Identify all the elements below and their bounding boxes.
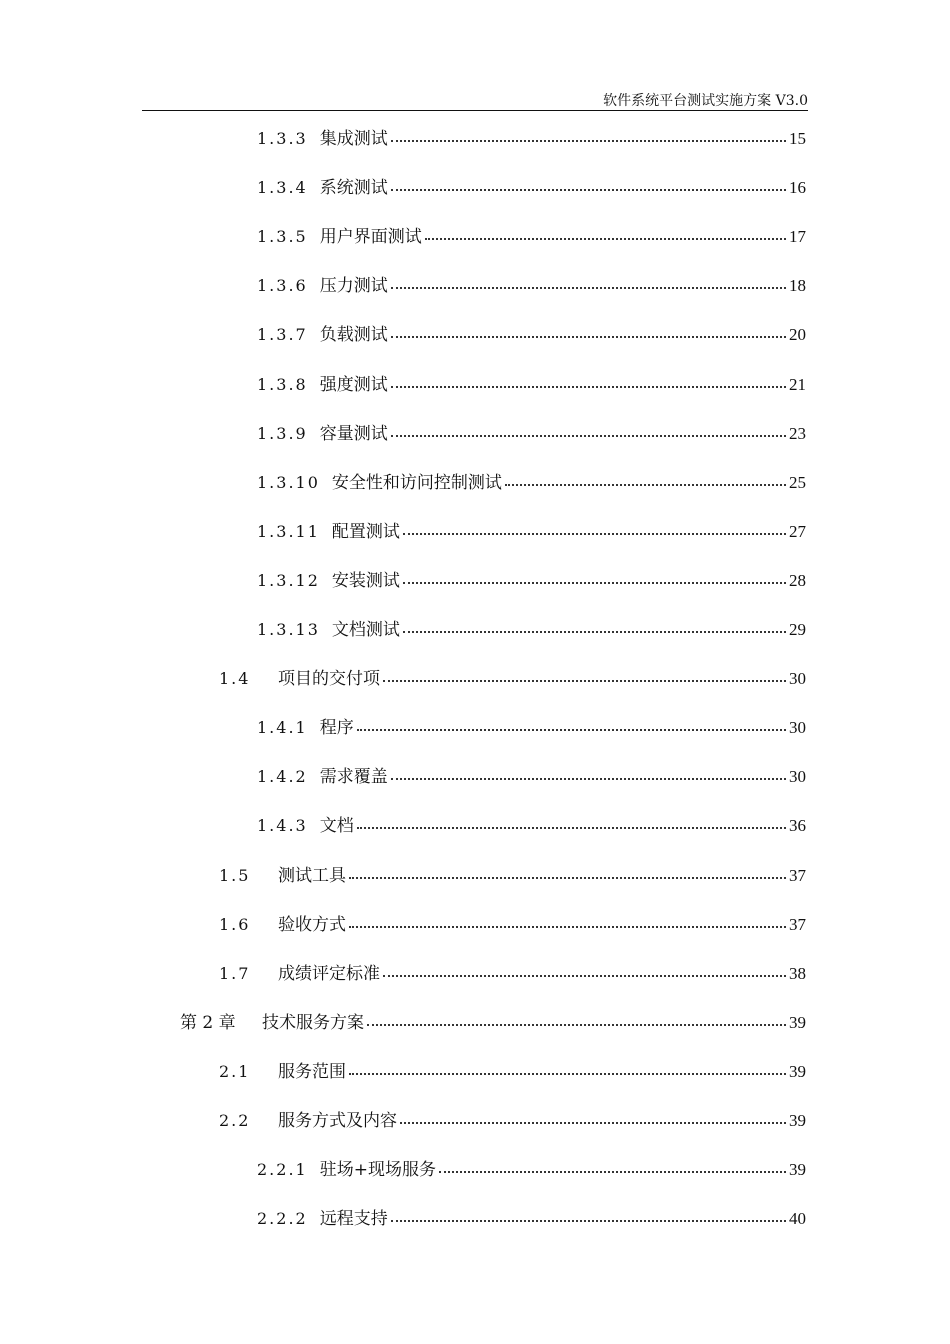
toc-entry-title: 用户界面测试 bbox=[319, 227, 422, 248]
toc-entry-title: 安全性和访问控制测试 bbox=[331, 472, 502, 493]
toc-entry-page: 39 bbox=[789, 1012, 806, 1032]
toc-entry-number: 1.4 bbox=[219, 669, 251, 689]
toc-leader-dots bbox=[357, 719, 786, 731]
toc-entry-title: 测试工具 bbox=[278, 865, 346, 886]
toc-entry-page: 30 bbox=[789, 718, 806, 738]
toc-leader-dots bbox=[425, 228, 786, 240]
toc-entry-title: 程序 bbox=[319, 718, 354, 739]
toc-entry[interactable] bbox=[219, 1106, 806, 1130]
toc-entry[interactable] bbox=[257, 124, 806, 148]
toc-entry-number: 1.3.7 bbox=[257, 325, 308, 345]
toc-leader-dots bbox=[391, 326, 786, 338]
toc-leader-dots bbox=[383, 965, 786, 977]
toc-entry-number: 1.4.3 bbox=[257, 816, 308, 836]
toc-entry-page: 18 bbox=[789, 276, 806, 296]
toc-entry-page: 37 bbox=[789, 914, 806, 934]
toc-entry[interactable] bbox=[219, 959, 806, 983]
toc-entry-number: 1.4.1 bbox=[257, 718, 308, 738]
toc-entry-title: 技术服务方案 bbox=[262, 1012, 364, 1033]
toc-leader-dots bbox=[403, 572, 786, 584]
toc-entry-title: 需求覆盖 bbox=[319, 767, 388, 788]
toc-entry[interactable] bbox=[257, 615, 806, 639]
toc-entry-page: 21 bbox=[789, 374, 806, 394]
toc-entry[interactable] bbox=[257, 222, 806, 246]
toc-entry-title: 验收方式 bbox=[278, 914, 346, 935]
toc-entry-title: 配置测试 bbox=[331, 521, 400, 542]
toc-leader-dots bbox=[357, 817, 786, 829]
toc-entry-number: 1.5 bbox=[219, 865, 251, 885]
toc-entry-number: 1.3.10 bbox=[257, 472, 320, 492]
header-title: 软件系统平台测试实施方案 V3.0 bbox=[603, 93, 808, 109]
toc-leader-dots bbox=[391, 1210, 786, 1222]
toc-leader-dots bbox=[391, 376, 786, 388]
toc-leader-dots bbox=[439, 1161, 786, 1173]
toc-entry-page: 30 bbox=[789, 767, 806, 787]
toc-entry[interactable] bbox=[257, 1155, 806, 1179]
toc-entry-number: 1.7 bbox=[219, 963, 251, 983]
toc-entry[interactable] bbox=[219, 861, 806, 885]
toc-entry-number: 2.2.1 bbox=[257, 1160, 308, 1180]
toc-leader-dots bbox=[391, 425, 786, 437]
toc-entry[interactable] bbox=[257, 173, 806, 197]
toc-entry-title: 服务范围 bbox=[278, 1061, 346, 1082]
toc-entry-page: 27 bbox=[789, 521, 806, 541]
toc-entry-page: 29 bbox=[789, 620, 806, 639]
toc-entry-number: 1.3.3 bbox=[257, 129, 308, 148]
toc-entry-number: 1.3.11 bbox=[257, 521, 320, 541]
toc-entry[interactable] bbox=[257, 271, 806, 295]
toc-leader-dots bbox=[391, 179, 786, 191]
toc-entry-title: 驻场+现场服务 bbox=[319, 1160, 436, 1181]
toc-leader-dots bbox=[391, 130, 786, 142]
toc-entry-title: 负载测试 bbox=[319, 325, 388, 346]
toc-leader-dots bbox=[505, 474, 786, 486]
toc-leader-dots bbox=[349, 916, 786, 928]
toc-leader-dots bbox=[391, 277, 786, 289]
toc-entry[interactable] bbox=[257, 419, 806, 443]
toc-entry-number: 2.1 bbox=[219, 1061, 251, 1081]
toc-entry-title: 文档 bbox=[319, 816, 354, 837]
toc-entry-title: 项目的交付项 bbox=[278, 669, 380, 690]
toc-leader-dots bbox=[367, 1014, 786, 1026]
toc-entry-title: 服务方式及内容 bbox=[278, 1111, 397, 1131]
toc-entry-number: 1.3.5 bbox=[257, 227, 308, 247]
toc-entry-page: 36 bbox=[789, 816, 806, 836]
toc-entry-page: 28 bbox=[789, 570, 806, 590]
toc-entry-number: 1.3.13 bbox=[257, 620, 320, 639]
toc-entry-page: 20 bbox=[789, 325, 806, 345]
toc-entry-page: 25 bbox=[789, 472, 806, 492]
toc-leader-dots bbox=[400, 1112, 786, 1124]
toc-entry-title: 强度测试 bbox=[319, 374, 388, 395]
toc-entry[interactable] bbox=[219, 664, 806, 688]
toc-entry-number: 2.2.2 bbox=[257, 1209, 308, 1229]
toc-entry-page: 39 bbox=[789, 1111, 806, 1130]
toc-entry-page: 30 bbox=[789, 669, 806, 689]
toc-entry-page: 38 bbox=[789, 963, 806, 983]
toc-entry[interactable] bbox=[219, 1057, 806, 1081]
toc-entry-number: 1.4.2 bbox=[257, 767, 308, 787]
toc-entry[interactable] bbox=[257, 370, 806, 394]
toc-entry[interactable] bbox=[257, 713, 806, 737]
toc-entry-page: 39 bbox=[789, 1061, 806, 1081]
toc-leader-dots bbox=[349, 1063, 786, 1075]
toc-entry-page: 40 bbox=[789, 1209, 806, 1229]
toc-leader-dots bbox=[349, 867, 786, 879]
toc-leader-dots bbox=[383, 670, 786, 682]
toc-entry-number: 2.2 bbox=[219, 1111, 251, 1130]
toc-entry[interactable] bbox=[257, 320, 806, 344]
toc-entry[interactable] bbox=[219, 910, 806, 934]
toc-entry-number: 第 2 章 bbox=[180, 1012, 236, 1033]
toc-entry-title: 远程支持 bbox=[319, 1209, 388, 1230]
toc-entry[interactable] bbox=[257, 811, 806, 835]
toc-entry-page: 15 bbox=[789, 129, 806, 148]
toc-entry-page: 23 bbox=[789, 423, 806, 443]
toc-entry-title: 文档测试 bbox=[331, 620, 400, 640]
toc-entry[interactable] bbox=[257, 517, 806, 541]
toc-entry-number: 1.3.9 bbox=[257, 423, 308, 443]
toc-entry[interactable] bbox=[257, 762, 806, 786]
toc-leader-dots bbox=[391, 768, 786, 780]
toc-entry-title: 成绩评定标准 bbox=[278, 963, 380, 984]
toc-entry[interactable] bbox=[257, 468, 806, 492]
toc-entry-title: 集成测试 bbox=[319, 129, 388, 149]
toc-entry[interactable] bbox=[257, 1204, 806, 1228]
toc-entry-number: 1.3.8 bbox=[257, 374, 308, 394]
toc-leader-dots bbox=[403, 523, 786, 535]
toc-entry-number: 1.3.12 bbox=[257, 570, 320, 590]
toc-entry-number: 1.3.4 bbox=[257, 178, 308, 198]
toc-entry-page: 37 bbox=[789, 865, 806, 885]
toc-entry-page: 39 bbox=[789, 1160, 806, 1180]
toc-entry[interactable] bbox=[180, 1008, 806, 1032]
toc-entry-title: 容量测试 bbox=[319, 423, 388, 444]
toc-entry[interactable] bbox=[257, 566, 806, 590]
toc-entry-title: 压力测试 bbox=[319, 276, 388, 297]
toc-entry-page: 17 bbox=[789, 227, 806, 247]
toc-entry-number: 1.6 bbox=[219, 914, 251, 934]
toc-entry-title: 安装测试 bbox=[331, 570, 400, 591]
toc-entry-page: 16 bbox=[789, 178, 806, 198]
toc-leader-dots bbox=[403, 621, 786, 633]
toc-entry-title: 系统测试 bbox=[319, 178, 388, 199]
toc-entry-number: 1.3.6 bbox=[257, 276, 308, 296]
